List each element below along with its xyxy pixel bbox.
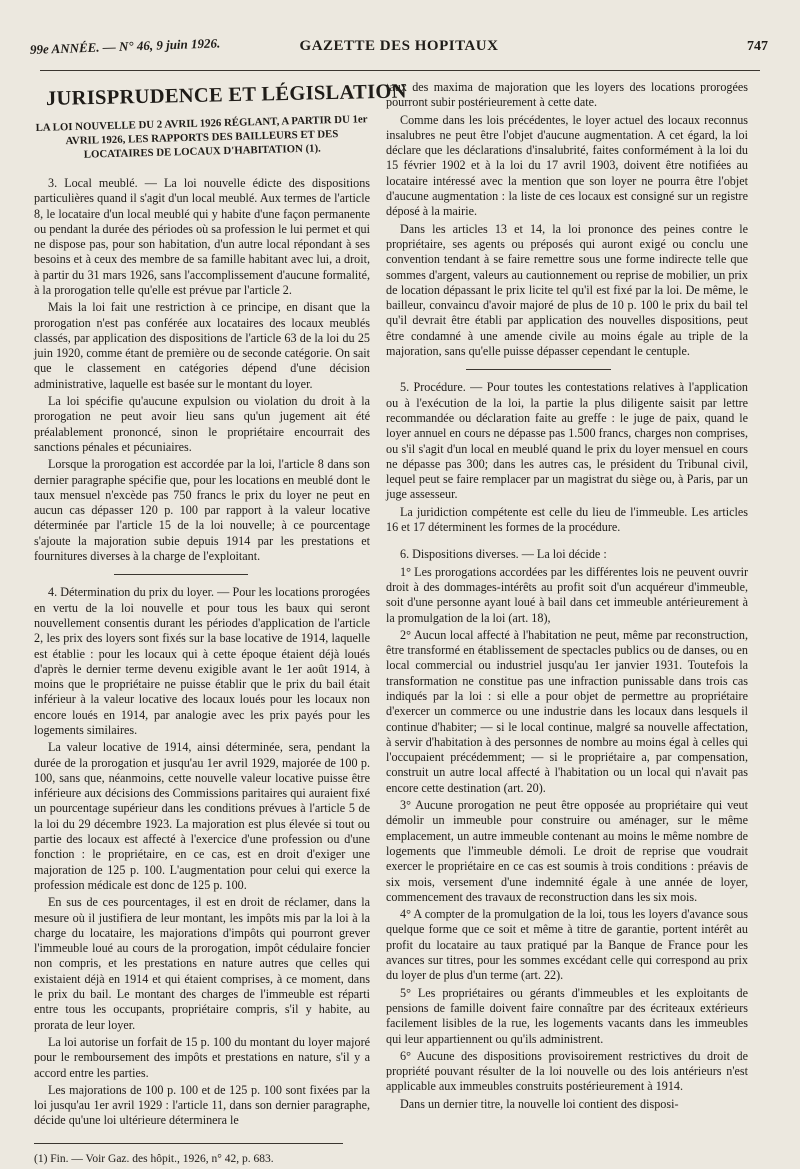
paragraph: taux des maxima de majoration que les loyers des locations prorogées pourront subir postérieurement à cette date. [386,80,748,110]
paragraph: Mais la loi fait une restriction à ce principe, en disant que la prorogation n'est pas conférée aux locataires des locaux meublés classés, par application des dispositions de l'article 63 de la loi du 25 juin 1920, comme étant de première ou de seconde catégorie. On sait que le classement en catégories dépend d'une décision administrative, laquelle est basée sur le montant du loyer. [34,300,370,391]
footnote-rule [34,1143,343,1144]
paragraph: La loi spécifie qu'aucune expulsion ou violation du droit à la prorogation ne peut avoir lieu sans qu'un jugement ait été préalablement prononcé, sinon le propriétaire encourrait des sanctions pénales et pécuniaires. [34,394,370,454]
header-rule [40,70,760,71]
paragraph: Dans un dernier titre, la nouvelle loi contient des disposi- [400,1096,679,1111]
paragraph: 2° Aucun local affecté à l'habitation ne peut, même par reconstruction, être transformé en établissement de spectacles publics ou de danses, ou en local commercial ou industriel jusqu'au 1er janvier 1931. Toutefois la transformation ne constitue pas une infraction punissable dans trois cas indiqués par la loi : si elle a pour objet de permettre au propriétaire d'exercer un commerce ou une industrie dans les locaux dans lesquels il continue d'habiter; — si le local continue, malgré sa nouvelle affectation, à servir d'habitation à des personnes de nombre au moins égal à celles qui l'occupaient précédemment; — si le propriétaire a, par compensation, construit un autre local affecté à l'habitation ou un local qui n'avait pas encore cette destination (art. 20). [386,627,748,795]
section-divider [114,574,248,575]
section-title: JURISPRUDENCE ET LÉGISLATION [45,80,407,110]
paragraph: Dans les articles 13 et 14, la loi prononce des peines contre le propriétaire, ses agents ou préposés qui auront exigé ou conclu une convention tendant à se faire remettre sous une forme indirecte telle que sommes d'argent, valeurs au cautionnement ou reprise de mobilier, un prix de location dépassant le prix licite tel qu'il est fixé par la loi. De même, le bailleur, convaincu d'avoir majoré de plus de 10 p. 100 le prix du bail tel qu'il devrait être établi par application des nouvelles dispositions, peut être condamné à une amende civile au moins égale au triple de la majoration, sans qu'elle puisse dépasser cependant le centuple. [386,221,748,359]
paragraph: En sus de ces pourcentages, il est en droit de réclamer, dans la mesure où il justifiera de leur montant, les impôts mis par la loi à la charge du locataire, les majorations d'impôts qui pourront grever l'immeuble loué au cours de la prorogation, impôt cédulaire foncier non compris, et les prestations en nature autres que celles qui existaient déjà en 1914 et qui étaient comprises, à ce moment, dans le prix du bail. Le montant des charges de l'immeuble est réparti entre tous les occupants, propriétaire compris, s'il y habite, au prorata de leur loyer. [34,895,370,1032]
paragraph: 1° Les prorogations accordées par les différentes lois ne peuvent ouvrir droit à des dommages-intérêts au profit soit d'un acquéreur d'immeuble, soit d'une personne ayant loué à bail dans cet immeuble antérieurement à la promulgation de la loi (art. 18), [386,564,748,625]
left-column [34,80,407,1169]
law-title: LA LOI NOUVELLE DU 2 AVRIL 1926 RÉGLANT, A PARTIR DU 1er AVRIL 1926, LES RAPPORTS DES BAILLEURS ET DES LOCATAIRES DE LOCAUX D'HABITATION (1). [35,113,368,162]
section-divider [466,369,611,370]
paragraph-determination-prix: 4. Détermination du prix du loyer. — Pour les locations prorogées en vertu de la loi nouvelle et pour tous les baux qui seront nouvellement consentis durant les périodes d'application de l'article 2, les prix des loyers sont fixés sur la base locative de 1914, laquelle est établie : pour les locaux qui à cette époque étaient déjà loués d'après le dernier terme devenu exigible avant le 1er août 1914, à moins que le propriétaire ne puisse établir que le prix du bail était inférieur à la valeur locative des locaux loués pour les locaux non encore loués en 1914, par analogie avec les prix payés pour les logements similaires. [34,585,370,737]
paragraph-local-meuble: 3. Local meublé. — La loi nouvelle édicte des dispositions particulières quand il s'agit d'un local meublé. Aux termes de l'article 8, le locataire d'un local meublé qui y habite d'une façon permanente ou pendant la durée des périodes où sa profession le lui permet et qui ne dispose pas, pour son habitation, d'un autre local répondant à ses besoins et à ceux des membre de sa famille habitant avec lui, a droit, à partir du 31 mars 1926, sans l'accomplissement d'aucune formalité, à la prorogation telle qu'elle est prévue par l'article 2. [34,175,370,297]
page-number: 747 [747,39,768,54]
paragraph: 5° Les propriétaires ou gérants d'immeubles et les exploitants de pensions de famille doivent faire connaître par des écriteaux extérieurs facilement lisibles de la rue, les logements vacants dans les immeubles qui leur appartiennent ou qu'ils administrent. [386,985,748,1046]
paragraph-procedure: 5. Procédure. — Pour toutes les contestations relatives à l'application ou à l'exécution de la loi, la partie la plus diligente saisit par lettre recommandée ou déclaration faite au greffe : le juge de paix, quand le loyer annuel en cours ne dépasse pas 1.500 francs, charges non comprises, ou s'il s'agit d'un local en meublé quand le prix du loyer mensuel en cours ne dépasse pas 300; dans les autres cas, le président du Tribunal civil, lequel peut se faire remplacer par un magistrat du siège ou, à Paris, par un juge assesseur. [386,380,748,502]
paragraph: La valeur locative de 1914, ainsi déterminée, sera, pendant la durée de la prorogation et jusqu'au 1er avril 1929, majorée de 100 p. 100, sans que, néanmoins, cette nouvelle valeur locative puisse être inférieure aux décisions des Commissions paritaires qui auraient fixé un pourcentage supérieur dans les conditions prévues à l'article 5 de la loi du 29 décembre 1923. La majoration est plus élevée si tout ou partie des locaux est affecté à l'exercice d'une profession ou d'une fonction : le propriétaire, en ce cas, est en droit d'exiger une majoration de 125 p. 100. L'augmentation pour celui qui exerce la profession médicale est donc de 125 p. 100. [34,740,370,892]
paragraph: 4° A compter de la promulgation de la loi, tous les loyers d'avance sous quelque forme que ce soit et même à titre de garantie, portent intérêt au profit du locataire au taux pratiqué par la Banque de France pour les avances sur titres, pour les sommes excédant celle qui correspond au prix du loyer de plus d'un terme (art. 22). [386,907,748,983]
running-head [30,36,768,64]
right-column [386,80,748,1114]
paragraph: 3° Aucune prorogation ne peut être opposée au propriétaire qui veut démolir un immeuble pour construire ou aménager, sur le même emplacement, un autre immeuble contenant au moins le même nombre de logements que l'immeuble démoli. Le droit de reprise que voudrait exercer le propriétaire en ce cas est soumis à trois conditions : préavis de six mois, versement d'une indemnité égale à une année de loyer, commencement des travaux de reconstruction dans les six mois. [386,798,748,904]
paragraph-dispositions-diverses: 6. Dispositions diverses. — La loi décide : [400,547,607,562]
paragraph: 6° Aucune des dispositions provisoirement restrictives du droit de propriété pouvant résulter de la loi nouvelle ou des lois antérieurs n'est applicable aux immeubles construits postérieurement à 1914. [386,1048,748,1094]
paragraph: La juridiction compétente est celle du lieu de l'immeuble. Les articles 16 et 17 déterminent les formes de la procédure. [386,504,748,535]
paragraph: Les majorations de 100 p. 100 et de 125 p. 100 sont fixées par la loi jusqu'au 1er avril 1929 : l'article 11, dans son dernier paragraphe, décide qu'une loi ultérieure déterminera le [34,1082,370,1128]
paragraph: Comme dans les lois précédentes, le loyer actuel des locaux reconnus insalubres ne peut être l'objet d'aucune augmentation. A cet égard, la loi déclare que les déclarations d'insalubrité, faites conformément à la loi du 15 février 1902 et à la loi du 17 avril 1903, doivent être notifiées au locataire intéressé avec la mention que son loyer ne pourra être l'objet d'aucune augmentation : la liste de ces locaux est consigné sur un registre déposé à la mairie. [386,112,748,219]
issue-info: 99e ANNÉE. — N° 46, 9 juin 1926. [29,35,221,57]
footnote: (1) Fin. — Voir Gaz. des hôpit., 1926, n° 42, p. 683. [34,1152,274,1165]
paragraph: La loi autorise un forfait de 15 p. 100 du montant du loyer majoré pour le remboursement des impôts et prestations en nature, s'il y a accord entre les parties. [34,1034,370,1080]
journal-title: GAZETTE DES HOPITAUX [299,38,499,54]
paragraph: Lorsque la prorogation est accordée par la loi, l'article 8 dans son dernier paragraphe spécifie que, pour les locations en meublé dont le taux mensuel n'excède pas 750 francs le prix du loyer ne peut en aucun cas dépasser 120 p. 100 par rapport à la valeur locative déterminée par l'article 15 de la loi nouvelle; à ce pourcentage s'ajoute la majoration subie depuis 1914 par les prestations et fournitures diverses à la charge de l'exploitant. [34,457,370,564]
